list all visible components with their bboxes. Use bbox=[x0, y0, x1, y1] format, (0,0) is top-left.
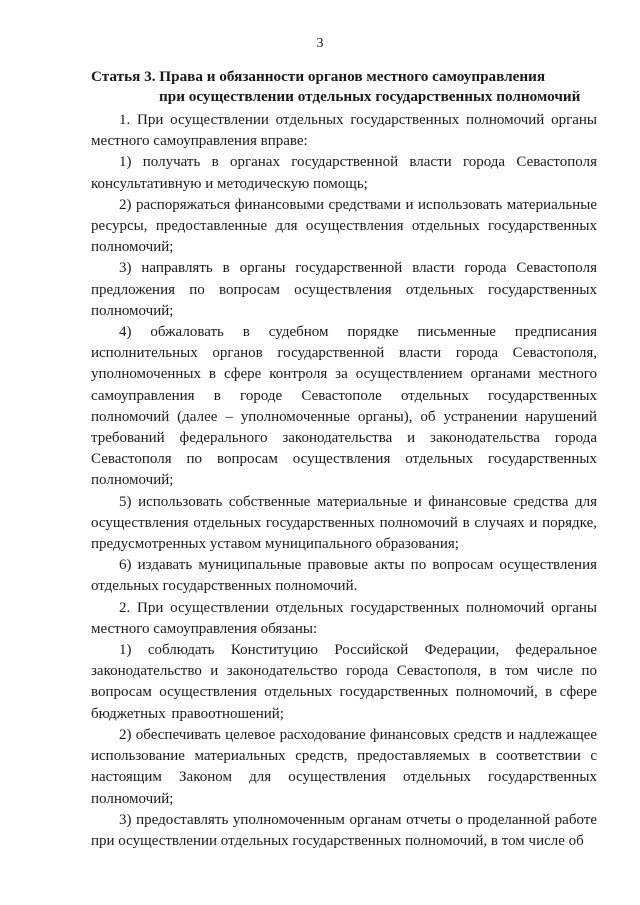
paragraph-1-item-5: 5) использовать собственные материальные и финансовые средства для осуществления отдельных государственных полномочий в случаях и порядке, предусмотренных уставом муниципального образования; bbox=[91, 493, 597, 553]
paragraph-2-item-3: 3) предоставлять уполномоченным органам отчеты о проделанной работе при осуществлении отдельных государственных полномочий, в том числе об bbox=[91, 811, 597, 849]
paragraph-2: 2. При осуществлении отдельных государственных полномочий органы местного самоуправления обязаны: bbox=[91, 599, 597, 637]
article-heading-line-2: при осуществлении отдельных государственных полномочий bbox=[159, 88, 581, 105]
paragraph-1: 1. При осуществлении отдельных государственных полномочий органы местного самоуправления вправе: bbox=[91, 112, 597, 150]
paragraph-2-item-1: 1) соблюдать Конституцию Российской Федерации, федеральное законодательство и законодательство города Севастополя, в том числе по вопросам осуществления отдельных государственных полномочий, в сфере бюджетных правоотношений; bbox=[91, 642, 597, 722]
paragraph-1-item-3: 3) направлять в органы государственной власти города Севастополя предложения по вопросам осуществления отдельных государственных полномочий; bbox=[91, 260, 597, 319]
article-heading-line-1: Статья 3. Права и обязанности органов местного самоуправления bbox=[91, 68, 546, 85]
page-number: 3 bbox=[316, 36, 324, 51]
paragraph-1-item-1: 1) получать в органах государственной власти города Севастополя консультативную и методическую помощь; bbox=[91, 154, 597, 192]
paragraph-1-item-4: 4) обжаловать в судебном порядке письменные предписания исполнительных органов государственной власти города Севастополя, уполномоченных в сфере контроля за осуществлением органами местного самоуправления в городе Севастополе отдельных государственных полномочий (далее – уполномоченные органы), об устранении нарушений требований федерального законодательства и законодательства города Севастополя по вопросам осуществления отдельных государственных полномочий; bbox=[91, 324, 597, 489]
article-heading bbox=[91, 67, 611, 107]
paragraph-1-item-2: 2) распоряжаться финансовыми средствами и использовать материальные ресурсы, предоставленные для осуществления отдельных государственных полномочий; bbox=[91, 196, 597, 256]
paragraph-1-item-6: 6) издавать муниципальные правовые акты по вопросам осуществления отдельных государственных полномочий. bbox=[91, 557, 597, 595]
article-body bbox=[91, 110, 597, 852]
paragraph-2-item-2: 2) обеспечивать целевое расходование финансовых средств и надлежащее использование материальных средств, предоставляемых в соответствии с настоящим Законом для осуществления отдельных государственных полномочий; bbox=[91, 726, 597, 807]
